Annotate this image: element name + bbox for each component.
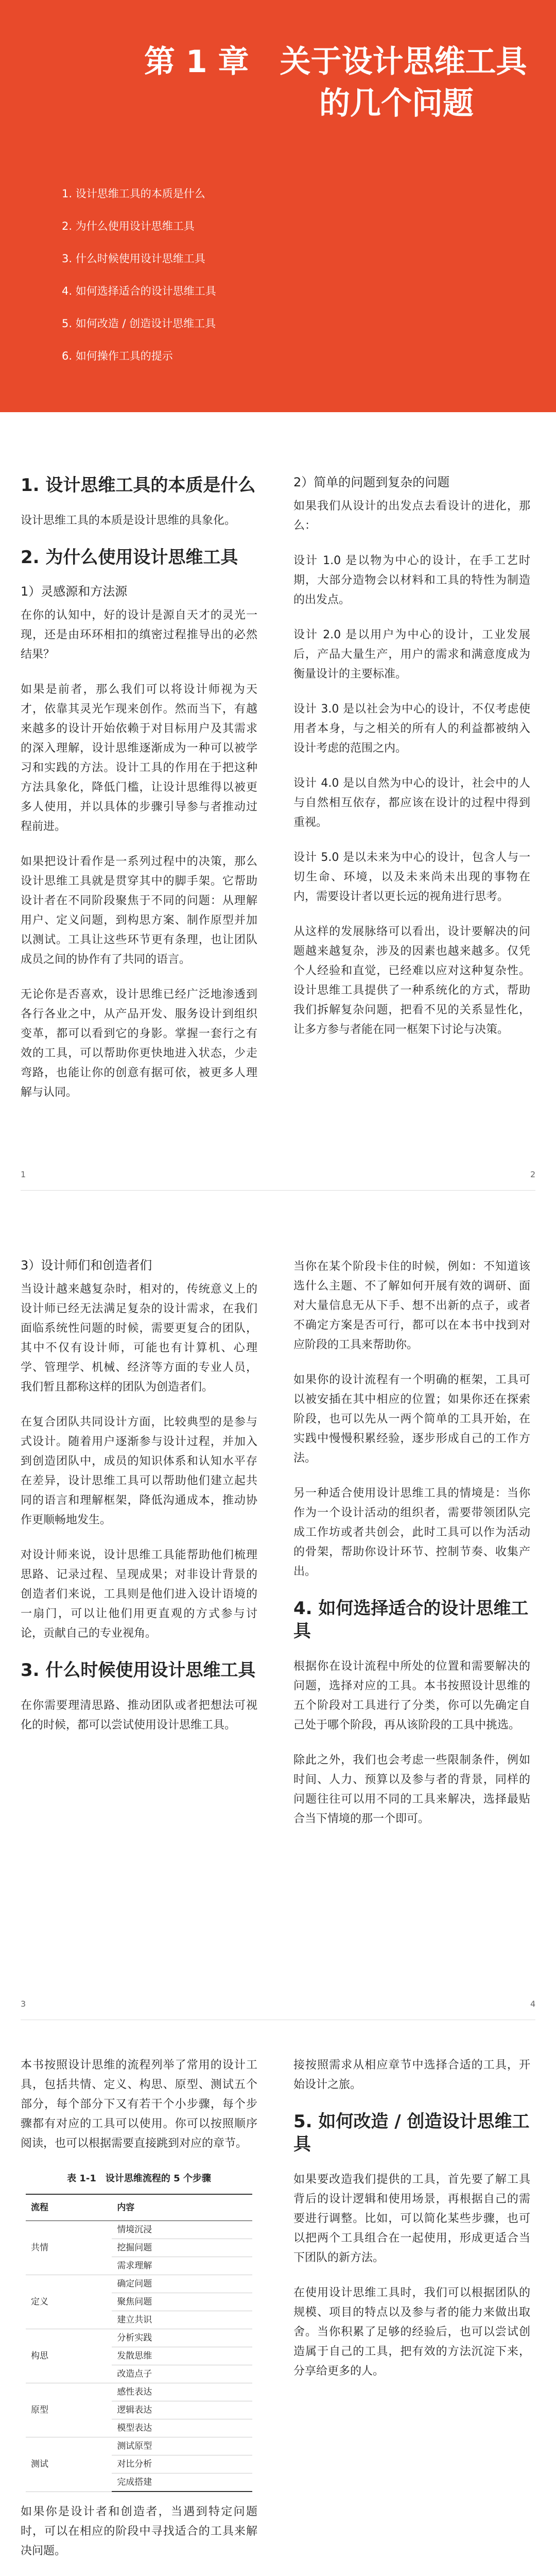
- paragraph: 在复合团队共同设计方面，比较典型的是参与式设计。随着用户逐渐参与设计过程，并加入到创造团队中，成员的知识体系和认知水平存在差异，设计思维工具可以帮助他们建立起共同的语言和理解框架，降低沟通成本，推动协作更顺畅地发生。: [21, 1415, 257, 1527]
- chapter1-title: [144, 41, 527, 125]
- page-number: 1: [21, 1170, 26, 1179]
- table-cell: 分析实践: [112, 2329, 252, 2347]
- paragraph: 如果要改造我们提供的工具，首先要了解工具背后的设计逻辑和使用场景，再根据自己的需要进行调整。比如，可以简化某些步骤，也可以把两个工具组合在一起使用，形成更适合当下团队的新方法。: [293, 2173, 530, 2265]
- subsection-title: 2）简单的问题到复杂的问题: [293, 475, 450, 489]
- chapter1-title-line2: 的几个问题: [319, 86, 474, 122]
- page-number: 3: [21, 1999, 26, 2009]
- page-number: 4: [530, 1999, 536, 2009]
- table-header: 流程: [26, 2194, 112, 2221]
- chapter1-toc: [62, 185, 216, 380]
- paragraph: 在你的认知中，好的设计是源自天才的灵光一现，还是由环环相扣的缜密过程推导出的必然结果？: [21, 608, 257, 661]
- paragraph: 设计 2.0 是以用户为中心的设计，工业发展后，产品大量生产，用户的需求和满意度成为衡量设计的主要标准。: [293, 628, 530, 681]
- chapter1-title-line1: 第 1 章 关于设计思维工具: [144, 44, 527, 80]
- paragraph: 另一种适合使用设计思维工具的情境是：当你作为一个设计活动的组织者，需要带领团队完成工作坊或者共创会，此时工具可以作为活动的骨架，帮助你设计环节、控制节奏、收集产出。: [293, 1487, 530, 1578]
- paragraph: 设计 4.0 是以自然为中心的设计，社会中的人与自然相互依存，都应该在设计的过程中得到重视。: [293, 776, 530, 829]
- table-cell-stage: 定义: [26, 2275, 112, 2329]
- page2-right-column: [293, 1257, 530, 1844]
- table-cell: 情境沉浸: [112, 2221, 252, 2239]
- page3-right-column: [293, 2056, 530, 2397]
- toc-item[interactable]: 2. 为什么使用设计思维工具: [62, 220, 195, 232]
- table-cell: 建立共识: [112, 2311, 252, 2329]
- paragraph: 在使用设计思维工具时，我们可以根据团队的规模、项目的特点以及参与者的能力来做出取舍。当你积累了足够的经验后，也可以尝试创造属于自己的工具，把有效的方法沉淀下来，分享给更多的人。: [293, 2286, 530, 2378]
- table-cell: 测试原型: [112, 2437, 252, 2455]
- subsection-title: 3）设计师们和创造者们: [21, 1258, 152, 1273]
- toc-item[interactable]: 5. 如何改造 / 创造设计思维工具: [62, 317, 216, 330]
- paragraph: 当设计越来越复杂时，相对的，传统意义上的设计师已经无法满足复杂的设计需求，在我们面临系统性问题的时候，需要更复合的团队，其中不仅有设计师，可能也有计算机、心理学、管理学、机械、经济等方面的专业人员，我们暂且都称这样的团队为创造者们。: [21, 1282, 257, 1394]
- section-title: 3. 什么时候使用设计思维工具: [21, 1659, 256, 1681]
- section-title: 2. 为什么使用设计思维工具: [21, 547, 238, 568]
- paragraph: 当你在某个阶段卡住的时候，例如：不知道该选什么主题、不了解如何开展有效的调研、面对大量信息无从下手、想不出新的点子，或者不确定方案是否可行，都可以在本书中找到对应阶段的工具来帮助你。: [293, 1260, 530, 1351]
- table-cell: 确定问题: [112, 2275, 252, 2293]
- page1-right-column: [293, 474, 530, 1055]
- table-cell-stage: 构思: [26, 2329, 112, 2383]
- page2-left-column: [21, 1257, 257, 1751]
- section-title: 1. 设计思维工具的本质是什么: [21, 475, 256, 496]
- paragraph: 除此之外，我们也会考虑一些限制条件，例如时间、人力、预算以及参与者的背景，同样的问题往往可以用不同的工具来解决，选择最贴合当下情境的那一个即可。: [293, 1754, 530, 1826]
- table-cell: 挖掘问题: [112, 2239, 252, 2257]
- table-cell: 感性表达: [112, 2383, 252, 2401]
- page-number: 2: [530, 1170, 536, 1179]
- paragraph: 如果把设计看作是一系列过程中的决策，那么设计思维工具就是贯穿其中的脚手架。它帮助设计者在不同阶段聚焦于不同的问题：从理解用户、定义问题，到构思方案、制作原型并加以测试。工具让这些环节更有条理，也让团队成员之间的协作有了共同的语言。: [21, 855, 257, 966]
- table-cell-stage: 测试: [26, 2437, 112, 2492]
- toc-item[interactable]: 1. 设计思维工具的本质是什么: [62, 188, 205, 200]
- subsection-title: 1）灵感源和方法源: [21, 584, 128, 599]
- table-cell-stage: 原型: [26, 2383, 112, 2437]
- paragraph: 无论你是否喜欢，设计思维已经广泛地渗透到各行各业之中，从产品开发、服务设计到组织变革，都可以看到它的身影。掌握一套行之有效的工具，可以帮助你更快地进入状态，少走弯路，也能让你的创意有据可依，被更多人理解与认同。: [21, 988, 257, 1099]
- paragraph: 接按照需求从相应章节中选择合适的工具，开始设计之旅。: [293, 2059, 530, 2091]
- section-title: 5. 如何改造 / 创造设计思维工具: [293, 2111, 530, 2155]
- paragraph: 从这样的发展脉络可以看出，设计要解决的问题越来越复杂，涉及的因素也越来越多。仅凭个人经验和直觉，已经难以应对这种复杂性。设计思维工具提供了一种系统化的方式，帮助我们拆解复杂问题，把看不见的关系显性化，让多方参与者能在同一框架下讨论与决策。: [293, 925, 530, 1036]
- table-cell: 改造点子: [112, 2365, 252, 2383]
- table-cell: 对比分析: [112, 2455, 252, 2473]
- paragraph: 如果你是设计者和创造者，当遇到特定问题时，可以在相应的阶段中寻找适合的工具来解决问题。: [21, 2505, 257, 2557]
- paragraph: 设计 3.0 是以社会为中心的设计，不仅考虑使用者本身，与之相关的所有人的利益都被纳入设计考虑的范围之内。: [293, 702, 530, 755]
- table-cell: 聚焦问题: [112, 2293, 252, 2311]
- section-title: 4. 如何选择适合的设计思维工具: [293, 1598, 529, 1642]
- paragraph: 本书按照设计思维的流程列举了常用的设计工具，包括共情、定义、构思、原型、测试五个部分，每个部分下又有若干个小步骤，每个步骤都有对应的工具可以使用。你可以按照顺序阅读，也可以根据需要直接跳到对应的章节。: [21, 2059, 257, 2150]
- table-cell: 需求理解: [112, 2257, 252, 2275]
- paragraph: 设计 1.0 是以物为中心的设计，在手工艺时期，大部分造物会以材料和工具的特性为制造的出发点。: [293, 554, 530, 606]
- page-divider: [21, 1190, 535, 1191]
- process-table: [26, 2194, 252, 2492]
- paragraph: 设计 5.0 是以未来为中心的设计，包含人与一切生命、环境，以及未来尚未出现的事物在内，需要设计者以更长远的视角进行思考。: [293, 851, 530, 903]
- paragraph: 在你需要理清思路、推动团队或者把想法可视化的时候，都可以尝试使用设计思维工具。: [21, 1699, 257, 1732]
- paragraph: 对设计师来说，设计思维工具能帮助他们梳理思路、记录过程、呈现成果；对非设计背景的创造者们来说，工具则是他们进入设计语境的一扇门，可以让他们用更直观的方式参与讨论，贡献自己的专业视角。: [21, 1548, 257, 1640]
- paragraph: 如果是前者，那么我们可以将设计师视为天才，依靠其灵光乍现来创作。然而当下，有越来越多的设计开始依赖于对目标用户及其需求的深入理解，设计思维逐渐成为一种可以被学习和实践的方法。设计工具的作用在于把这种方法具象化，降低门槛，让设计思维得以被更多人使用，并以具体的步骤引导参与者推动过程前进。: [21, 683, 257, 833]
- page3-left-column: [21, 2056, 257, 2576]
- paragraph: 如果你的设计流程有一个明确的框架，工具可以被安插在其中相应的位置；如果你还在探索阶段，也可以先从一两个简单的工具开始，在实践中慢慢积累经验，逐步形成自己的工作方法。: [293, 1374, 530, 1465]
- table-caption: 表 1-1 设计思维流程的 5 个步骤: [67, 2173, 211, 2184]
- paragraph: 如果我们从设计的出发点去看设计的进化，那么：: [293, 499, 530, 532]
- page1-left-column: [21, 474, 257, 1118]
- chapter1-header: [0, 0, 556, 412]
- table-cell: 完成搭建: [112, 2473, 252, 2492]
- table-cell: 逻辑表达: [112, 2401, 252, 2419]
- paragraph: 设计思维工具的本质是设计思维的具象化。: [21, 514, 236, 528]
- table-header: 内容: [112, 2194, 252, 2221]
- table-cell-stage: 共情: [26, 2221, 112, 2275]
- toc-item[interactable]: 6. 如何操作工具的提示: [62, 350, 173, 362]
- paragraph: 根据你在设计流程中所处的位置和需要解决的问题，选择对应的工具。本书按照设计思维的五个阶段对工具进行了分类，你可以先确定自己处于哪个阶段，再从该阶段的工具中挑选。: [293, 1660, 530, 1732]
- table-cell: 模型表达: [112, 2419, 252, 2437]
- table-cell: 发散思维: [112, 2347, 252, 2365]
- toc-item[interactable]: 4. 如何选择适合的设计思维工具: [62, 285, 216, 297]
- toc-item[interactable]: 3. 什么时候使用设计思维工具: [62, 252, 205, 265]
